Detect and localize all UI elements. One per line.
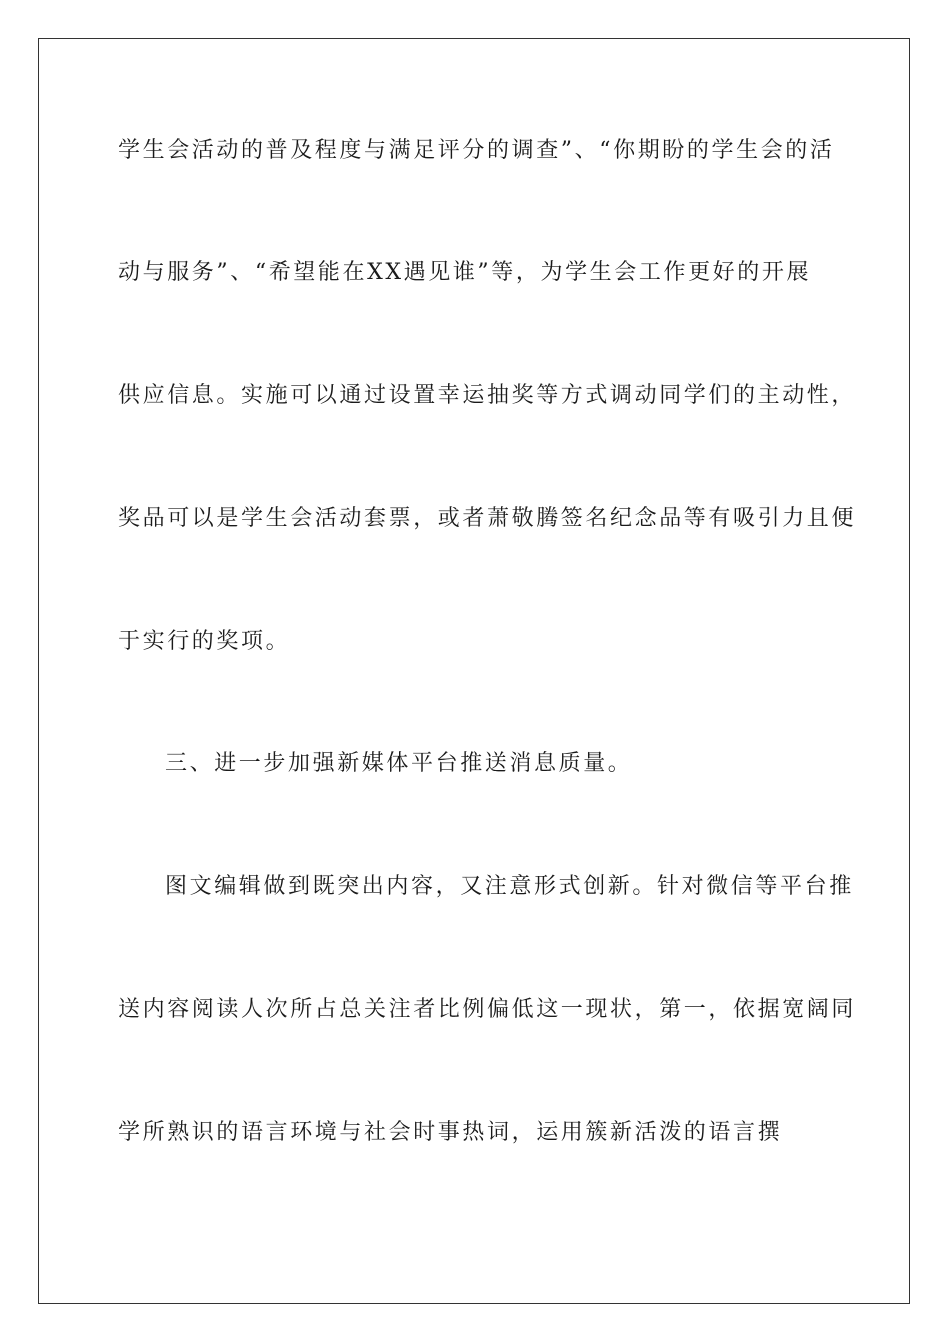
page-border — [38, 38, 910, 1304]
paragraph-line-6: 图文编辑做到既突出内容，又注意形式创新。针对微信等平台推 — [165, 874, 854, 899]
paragraph-line-4: 奖品可以是学生会活动套票，或者萧敬腾签名纪念品等有吸引力且便 — [118, 506, 857, 531]
paragraph-line-1: 学生会活动的普及程度与满足评分的调查”、“你期盼的学生会的活 — [118, 138, 835, 163]
paragraph-line-7: 送内容阅读人次所占总关注者比例偏低这一现状，第一，依据宽阔同 — [118, 997, 857, 1022]
section-heading: 三、进一步加强新媒体平台推送消息质量。 — [165, 751, 633, 776]
paragraph-line-8: 学所熟识的语言环境与社会时事热词，运用簇新活泼的语言撰 — [118, 1120, 783, 1145]
paragraph-line-5: 于实行的奖项。 — [118, 629, 291, 654]
paragraph-line-2: 动与服务”、“希望能在XX遇见谁”等，为学生会工作更好的开展 — [118, 260, 812, 285]
paragraph-line-3: 供应信息。实施可以通过设置幸运抽奖等方式调动同学们的主动性， — [118, 383, 857, 408]
